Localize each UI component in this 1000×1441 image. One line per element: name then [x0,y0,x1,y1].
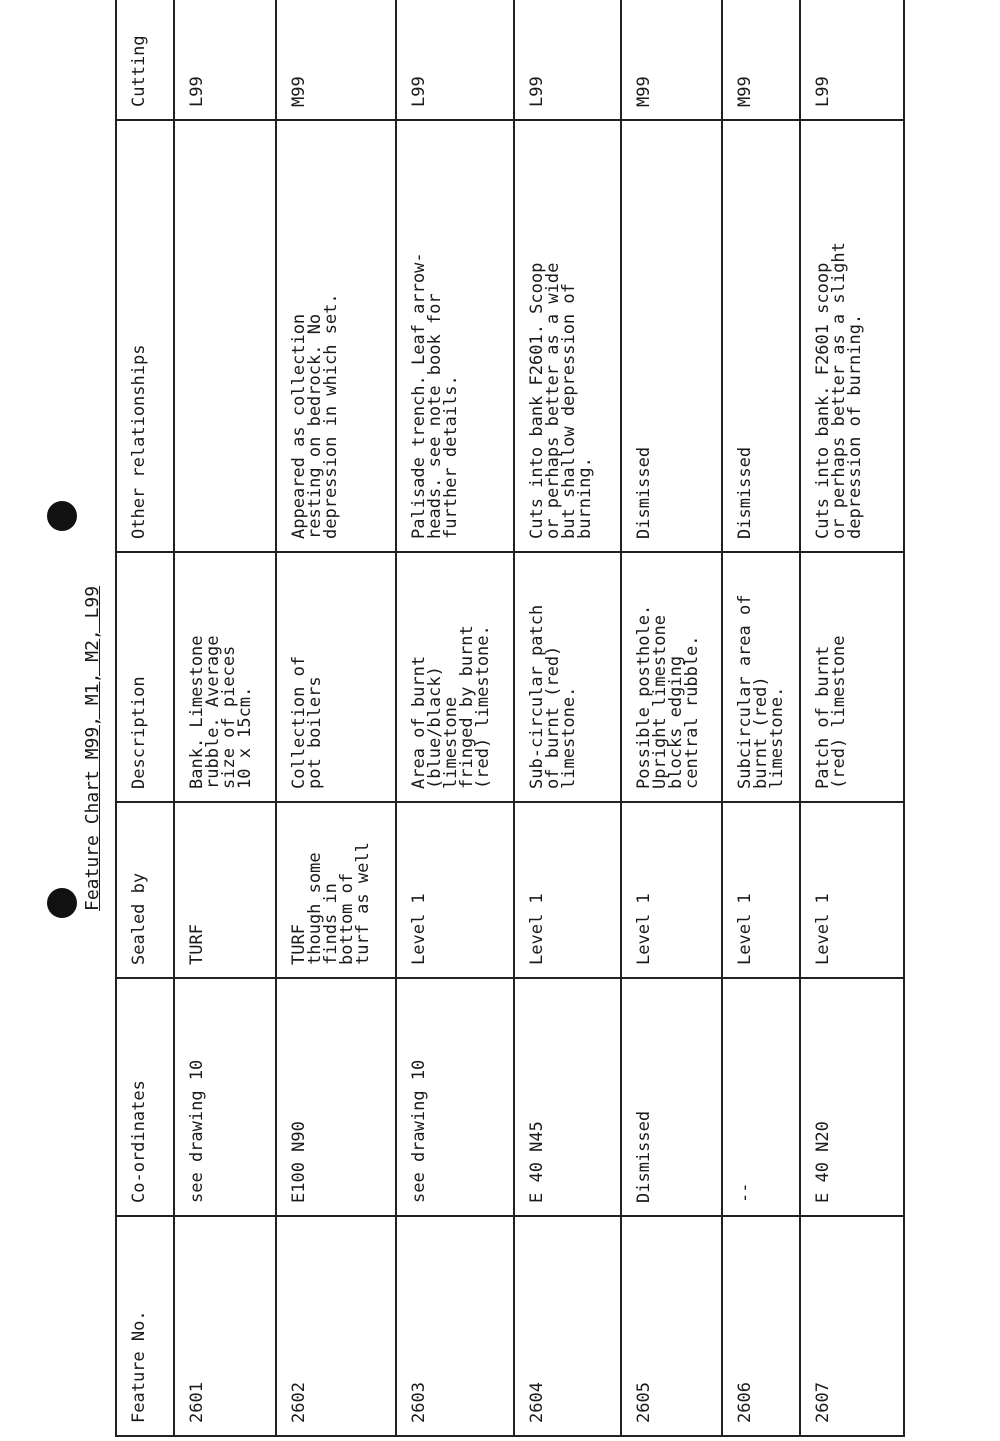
cutting-cell: M99 [276,0,396,120]
feature-no-cell: 2603 [396,1216,514,1436]
other-relationships-cell: Appeared as collection resting on bedrock. No depression in which set. [276,120,396,552]
feature-chart-table [115,0,905,1437]
sealed-by-cell: Level 1 [722,802,800,978]
other-relationships-cell: Palisade trench. Leaf arrow- heads. see note book for further details. [396,120,514,552]
description-cell: Possible posthole. Upright limestone blocks edging central rubble. [621,552,722,802]
feature-no-cell: 2601 [174,1216,276,1436]
table-row [621,0,722,1436]
cutting-cell: L99 [514,0,621,120]
table-row [396,0,514,1436]
column-header-sealed-by: Sealed by [116,802,174,978]
other-relationships-cell: Cuts into bank. F2601 scoop or perhaps better as a slight depression of burning. [800,120,904,552]
coordinates-cell: E100 N90 [276,978,396,1216]
sealed-by-cell: Level 1 [800,802,904,978]
page-title: Feature Chart M99, M1, M2, L99 [82,585,103,911]
sealed-by-cell: Level 1 [621,802,722,978]
coordinates-cell: see drawing 10 [396,978,514,1216]
cutting-cell: L99 [396,0,514,120]
punch-hole-mark [47,888,77,918]
column-header-other-relationships: Other relationships [116,120,174,552]
table-row [174,0,276,1436]
cutting-cell: M99 [621,0,722,120]
description-cell: Subcircular area of burnt (red) limestone. [722,552,800,802]
description-cell: Patch of burnt (red) limestone [800,552,904,802]
other-relationships-cell: Dismissed [722,120,800,552]
description-cell: Collection of pot boilers [276,552,396,802]
table-row [722,0,800,1436]
feature-no-cell: 2602 [276,1216,396,1436]
description-cell: Sub-circular patch of burnt (red) limestone. [514,552,621,802]
other-relationships-cell: Dismissed [621,120,722,552]
sealed-by-cell: Level 1 [396,802,514,978]
coordinates-cell: Dismissed [621,978,722,1216]
sealed-by-cell: TURF [174,802,276,978]
table-row [514,0,621,1436]
other-relationships-cell: Cuts into bank F2601. Scoop or perhaps better as a wide but shallow depression of burning. [514,120,621,552]
column-header-feature-no: Feature No. [116,1216,174,1436]
sealed-by-cell: Level 1 [514,802,621,978]
feature-no-cell: 2606 [722,1216,800,1436]
coordinates-cell: see drawing 10 [174,978,276,1216]
description-cell: Bank. Limestone rubble. Average size of pieces 10 x 15cm. [174,552,276,802]
other-relationships-cell [174,120,276,552]
column-header-description: Description [116,552,174,802]
feature-no-cell: 2607 [800,1216,904,1436]
description-cell: Area of burnt (blue/black) limestone fringed by burnt (red) limestone. [396,552,514,802]
feature-no-cell: 2605 [621,1216,722,1436]
header-row [116,0,174,1436]
cutting-cell: L99 [800,0,904,120]
column-header-cutting: Cutting [116,0,174,120]
sealed-by-cell: TURF though some finds in bottom of turf as well [276,802,396,978]
feature-no-cell: 2604 [514,1216,621,1436]
cutting-cell: L99 [174,0,276,120]
table-row [276,0,396,1436]
table-row [800,0,904,1436]
column-header-coordinates: Co-ordinates [116,978,174,1216]
punch-hole-mark [47,501,77,531]
coordinates-cell: E 40 N20 [800,978,904,1216]
cutting-cell: M99 [722,0,800,120]
coordinates-cell: -- [722,978,800,1216]
coordinates-cell: E 40 N45 [514,978,621,1216]
